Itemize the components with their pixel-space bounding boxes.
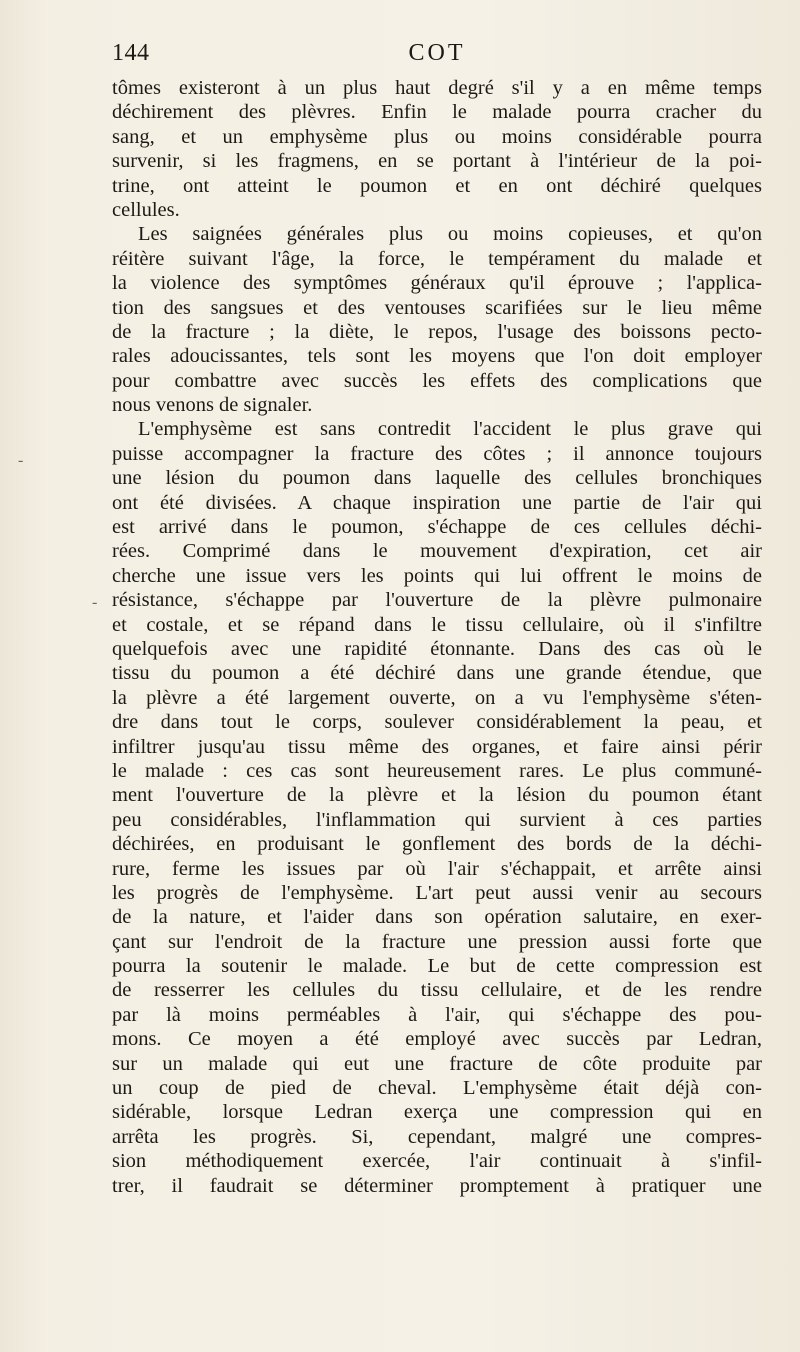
paragraph-2 bbox=[112, 222, 762, 417]
text-line: de la nature, et l'aider dans son opération salutaire, en exer- bbox=[112, 906, 762, 929]
text-line: par là moins perméables à l'air, qui s'échappe des pou- bbox=[112, 1003, 762, 1026]
text-line: dre dans tout le corps, soulever considérablement la peau, et bbox=[112, 711, 762, 734]
text-line: cellules. bbox=[112, 198, 180, 221]
text-line: quelquefois avec une rapidité étonnante. Dans des cas où le bbox=[112, 637, 762, 660]
text-line: résistance, s'échappe par l'ouverture de la plèvre pulmonaire bbox=[112, 589, 762, 612]
text-line: tômes existeront à un plus haut degré s'il y a en même temps bbox=[112, 77, 762, 99]
text-line: cherche une issue vers les points qui lui offrent le moins de bbox=[112, 564, 762, 587]
text-line: sang, et un emphysème plus ou moins considérable pourra bbox=[112, 125, 762, 148]
text-line: de resserrer les cellules du tissu cellulaire, et de les rendre bbox=[112, 979, 762, 1002]
text-line: arrêta les progrès. Si, cependant, malgré une compres- bbox=[112, 1125, 762, 1148]
text-line: nous venons de signaler. bbox=[112, 394, 313, 417]
text-line: déchirement des plèvres. Enfin le malade pourra cracher du bbox=[112, 101, 762, 124]
text-line: tissu du poumon a été déchiré dans une grande étendue, que bbox=[112, 662, 762, 685]
text-line: sidérable, lorsque Ledran exerça une compression qui en bbox=[112, 1101, 762, 1124]
paragraph-1 bbox=[112, 76, 762, 222]
paragraph-3 bbox=[112, 417, 762, 1198]
text-line: rure, ferme les issues par où l'air s'échappait, et arrête ainsi bbox=[112, 857, 762, 880]
text-line: sur un malade qui eut une fracture de côte produite par bbox=[112, 1052, 762, 1075]
text-line: Les saignées générales plus ou moins copieuses, et qu'on bbox=[138, 223, 762, 246]
text-line: trer, il faudrait se déterminer promptement à pratiquer une bbox=[112, 1174, 762, 1197]
text-line: L'emphysème est sans contredit l'accident le plus grave qui bbox=[138, 418, 762, 441]
text-line: la violence des symptômes généraux qu'il éprouve ; l'applica- bbox=[112, 272, 762, 295]
text-line: réitère suivant l'âge, la force, le tempérament du malade et bbox=[112, 247, 762, 270]
text-line: déchirées, en produisant le gonflement des bords de la déchi- bbox=[112, 833, 762, 856]
text-line: les progrès de l'emphysème. L'art peut aussi venir au secours bbox=[112, 881, 762, 904]
text-line: infiltrer jusqu'au tissu même des organes, et faire ainsi périr bbox=[112, 735, 762, 758]
text-line: pourra la soutenir le malade. Le but de cette compression est bbox=[112, 955, 762, 978]
text-line: sion méthodiquement exercée, l'air continuait à s'infil- bbox=[112, 1150, 762, 1173]
text-line: le malade : ces cas sont heureusement rares. Le plus communé- bbox=[112, 759, 762, 782]
text-line: ont été divisées. A chaque inspiration une partie de l'air qui bbox=[112, 491, 762, 514]
text-line: survenir, si les fragmens, en se portant à l'intérieur de la poi- bbox=[112, 150, 762, 173]
text-line: puisse accompagner la fracture des côtes ; il annonce toujours bbox=[112, 442, 762, 465]
text-line: de la fracture ; la diète, le repos, l'usage des boissons pecto- bbox=[112, 320, 762, 343]
running-head: COT bbox=[408, 40, 466, 66]
text-line: pour combattre avec succès les effets des complications que bbox=[112, 369, 762, 392]
text-line: rées. Comprimé dans le mouvement d'expiration, cet air bbox=[112, 540, 762, 563]
body-text bbox=[112, 76, 762, 1198]
page-number: 144 bbox=[112, 40, 150, 66]
margin-mark: - bbox=[18, 452, 24, 469]
text-line: trine, ont atteint le poumon et en ont déchiré quelques bbox=[112, 174, 762, 197]
text-line: et costale, et se répand dans le tissu cellulaire, où il s'infiltre bbox=[112, 613, 762, 636]
text-line: çant sur l'endroit de la fracture une pression aussi forte que bbox=[112, 930, 762, 953]
text-line: tion des sangsues et des ventouses scarifiées sur le lieu même bbox=[112, 296, 762, 319]
text-line: mons. Ce moyen a été employé avec succès par Ledran, bbox=[112, 1028, 762, 1051]
text-line: la plèvre a été largement ouverte, on a vu l'emphysème s'éten- bbox=[112, 686, 762, 709]
text-line: rales adoucissantes, tels sont les moyens que l'on doit employer bbox=[112, 345, 762, 368]
text-line: une lésion du poumon dans laquelle des cellules bronchiques bbox=[112, 467, 762, 490]
margin-mark: - bbox=[92, 594, 98, 611]
text-line: est arrivé dans le poumon, s'échappe de ces cellules déchi- bbox=[112, 516, 762, 539]
text-line: un coup de pied de cheval. L'emphysème était déjà con- bbox=[112, 1077, 762, 1100]
text-line: peu considérables, l'inflammation qui survient à ces parties bbox=[112, 808, 762, 831]
text-line: ment l'ouverture de la plèvre et la lésion du poumon étant bbox=[112, 784, 762, 807]
page-header bbox=[112, 40, 762, 74]
